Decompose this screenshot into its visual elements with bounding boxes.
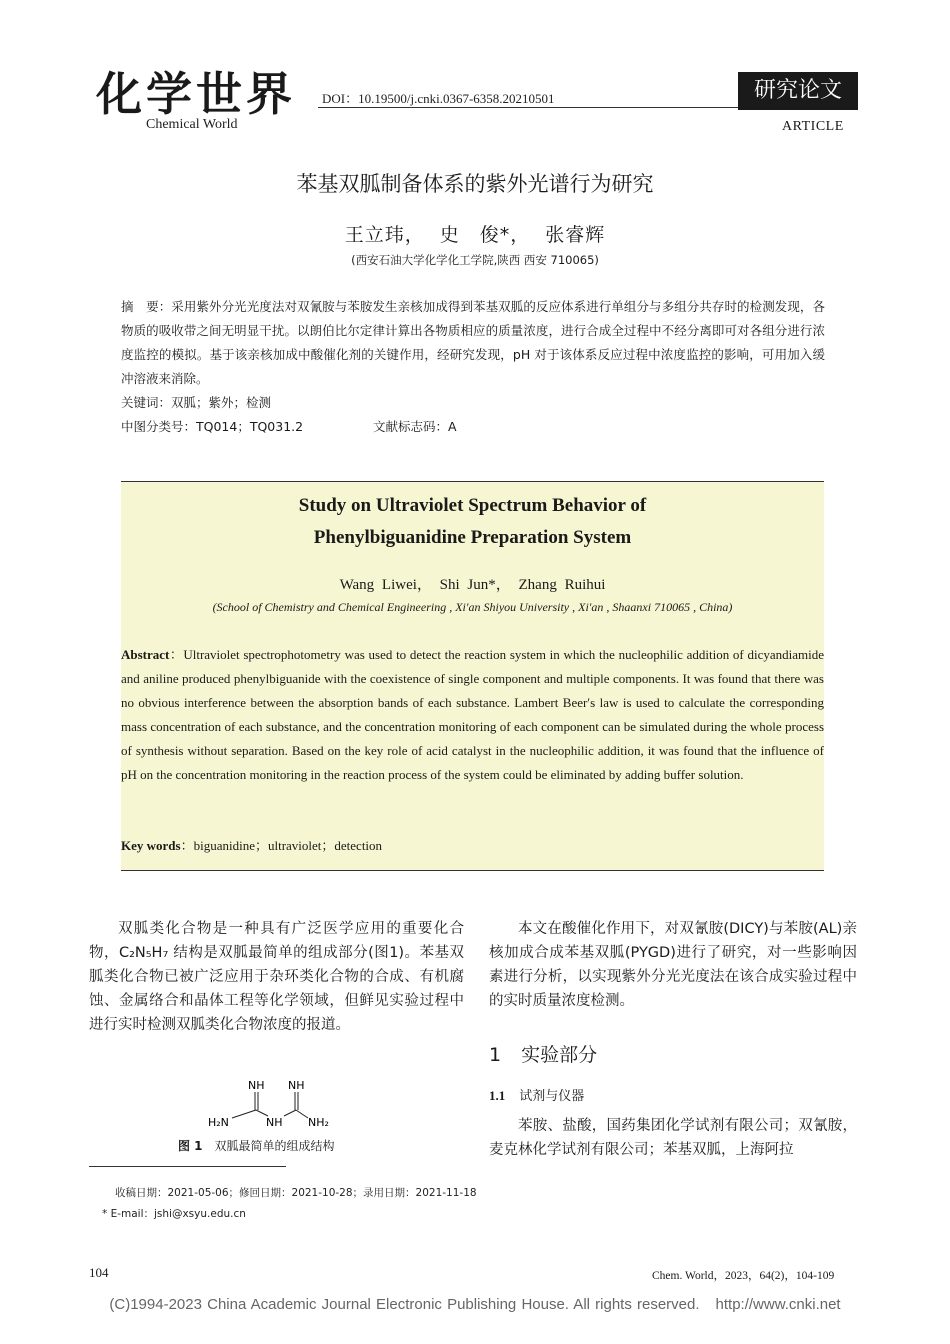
body-right-column [489, 917, 857, 1013]
paper-title-en [121, 490, 824, 554]
keywords-en-label: Key words [121, 838, 181, 853]
section-heading-1-1 [489, 1085, 584, 1104]
article-category-badge: 研究论文 [738, 72, 858, 110]
aim-paragraph: 本文在酸催化作用下，对双氰胺(DICY)与苯胺(AL)亲核加成合成苯基双胍(PYGD)进行了研究，对一些影响因素进行分析，以实现紫外分光光度法在该合成实验过程中的实时质量浓度检测。 [489, 921, 857, 1009]
reagents-column [489, 1114, 857, 1162]
figure-caption-number: 图 1 [178, 1139, 203, 1153]
paper-title-en-line2: Phenylbiguanidine Preparation System [313, 527, 632, 548]
abstract-en-label: Abstract [121, 647, 170, 662]
abstract-cn [121, 295, 825, 439]
page-number: 104 [89, 1265, 109, 1280]
abstract-cn-body [121, 295, 825, 391]
copyright-text: (C)1994-2023 China Academic Journal Electronic Publishing House. All rights reserved. [109, 1296, 700, 1313]
affiliation-en: (School of Chemistry and Chemical Engineering , Xi′an Shiyou University , Xi′an , Shaanxi 710065 , China) [212, 600, 733, 614]
figure-caption-text: 双胍最简单的组成结构 [214, 1139, 335, 1153]
footnote-email[interactable]: * E-mail：jshi@xsyu.edu.cn [102, 1208, 246, 1220]
figure-nh-right: NH [288, 1079, 305, 1092]
biguanide-structure-figure [196, 1076, 346, 1130]
classification-row [121, 415, 825, 439]
abstract-cn-label: 摘 要： [121, 299, 172, 314]
footnote-dates: 收稿日期：2021-05-06；修回日期：2021-10-28；录用日期：2021-11-18 [115, 1187, 477, 1199]
journal-logo-cn: 化学世界 [96, 67, 296, 121]
abstract-cn-text: 采用紫外分光光度法对双氰胺与苯胺发生亲核加成得到苯基双胍的反应体系进行单组分与多组分共存时的检测发现，各物质的吸收带之间无明显干扰。以朗伯比尔定律计算出各物质相应的质量浓度，进行合成全过程中不经分离即可对各组分进行浓度监控的模拟。基于该亲核加成中酸催化剂的关键作用，经研究发现，pH 对于该体系反应过程中浓度监控的影响，可用加入缓冲溶液来消除。 [121, 299, 825, 386]
paper-title-en-line1: Study on Ultraviolet Spectrum Behavior of [298, 495, 647, 516]
intro-paragraph: 双胍类化合物是一种具有广泛医学应用的重要化合物，C₂N₅H₇ 结构是双胍最简单的组成部分(图1)。苯基双胍类化合物已被广泛应用于杂环类化合物的合成、有机腐蚀、金属络合和晶体工程等化学领域，但鲜见实验过程中进行实时检测双胍类化合物浓度的报道。 [89, 921, 464, 1033]
figure-nh2: NH₂ [308, 1116, 329, 1129]
paper-title-cn: 苯基双胍制备体系的紫外光谱行为研究 [296, 172, 654, 196]
clc-number: 中图分类号：TQ014；TQ031.2 [121, 419, 304, 434]
keywords-en [121, 835, 382, 854]
header-divider [318, 107, 738, 108]
journal-logo-en: Chemical World [146, 117, 238, 132]
authors-cn: 王立玮， 史 俊*， 张睿辉 [344, 224, 606, 246]
reagents-paragraph: 苯胺、盐酸，国药集团化学试剂有限公司；双氰胺，麦克林化学试剂有限公司；苯基双胍，上海阿拉 [489, 1118, 857, 1158]
figure-caption [178, 1137, 335, 1154]
figure-nh-mid: NH [266, 1116, 283, 1129]
authors-en: Wang Liwei， Shi Jun*， Zhang Ruihui [339, 577, 606, 593]
figure-nh-left: NH [248, 1079, 265, 1092]
section-1-1-title: 试剂与仪器 [519, 1089, 585, 1104]
affiliation-cn: (西安石油大学化学化工学院,陕西 西安 710065) [351, 253, 599, 267]
figure-bond-1 [232, 1110, 256, 1118]
section-heading-1: 1 实验部分 [489, 1044, 598, 1066]
figure-bond-4 [296, 1110, 308, 1118]
journal-reference: Chem. World，2023，64(2)，104-109 [652, 1270, 835, 1282]
figure-bond-3 [284, 1110, 296, 1116]
keywords-en-text: ：biguanidine；ultraviolet；detection [180, 838, 383, 853]
copyright-line [0, 1296, 950, 1313]
abstract-en-text: ：Ultraviolet spectrophotometry was used to detect the reaction system in which the nucleophilic addition of dicyandiamide and aniline produced phenylbiguanide with the coexistence of single component and multiple components. It was found that there was no obvious interference between the absorption bands of each substance. Lambert Beer′s law is used to calculate the corresponding mass concentration of each substance, and the concentration monitoring of each component can be simulated during the whole process of synthesis without separation. Based on the key role of acid catalyst in the nucleophilic addition, it was found that the influence of pH on the concentration monitoring in the reaction process of the system could be eliminated by adding buffer solution. [121, 647, 824, 782]
keywords-cn: 关键词：双胍；紫外；检测 [121, 395, 272, 410]
abstract-en [121, 643, 824, 787]
cnki-url-link[interactable]: http://www.cnki.net [715, 1296, 841, 1313]
doi[interactable]: DOI：10.19500/j.cnki.0367-6358.20210501 [322, 91, 555, 106]
article-type-label: ARTICLE [782, 119, 844, 134]
section-1-1-number: 1.1 [489, 1088, 506, 1103]
figure-h2n: H₂N [208, 1116, 229, 1129]
footnote-divider [89, 1166, 286, 1167]
document-code: 文献标志码：A [373, 419, 457, 434]
body-left-column [89, 917, 464, 1037]
